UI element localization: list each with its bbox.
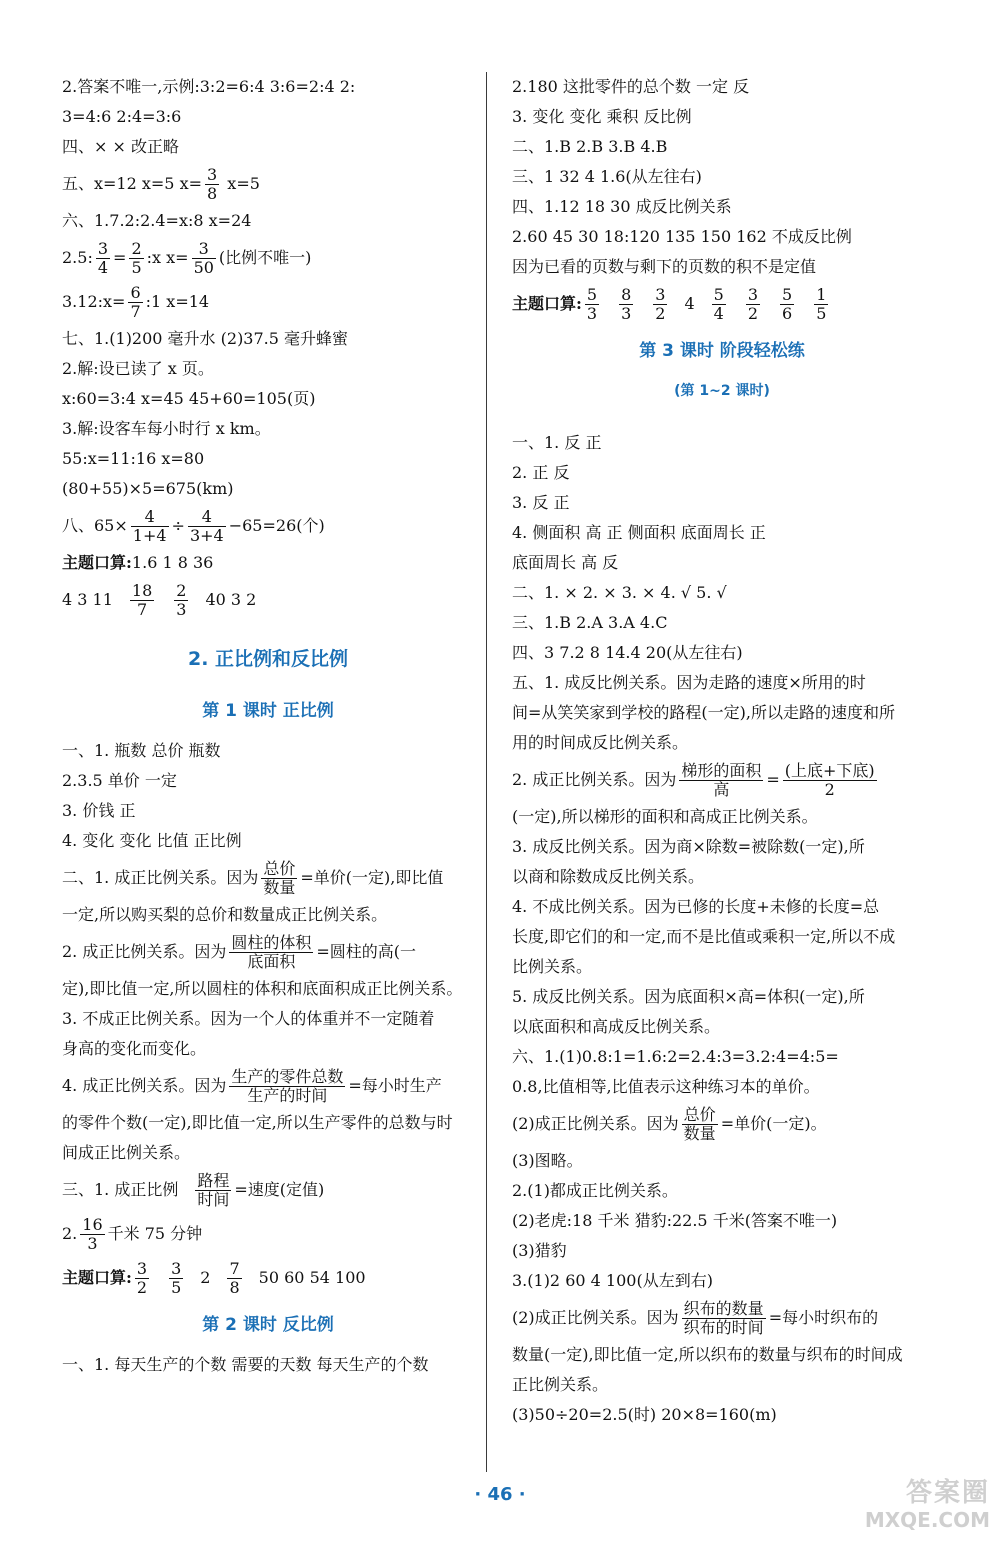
answer-line: 五、1. 成反比例关系。因为走路的速度×所用的时 [512, 673, 866, 692]
answer-line: (一定),所以梯形的面积和高成正比例关系。 [512, 807, 818, 826]
answer-line: 二、1. 成正比例关系。因为 $\frac{\text{总价}}{\text{数量}}$ =单价(一定),即比值 [62, 859, 444, 897]
fraction: $\frac{5}{4}$ [713, 285, 724, 323]
answer-line: 的零件个数(一定),即比值一定,所以生产零件的总数与时 [62, 1113, 453, 1132]
watermark-url: MXQE.COM [864, 1508, 990, 1532]
fraction: $\frac{16}{3}$ [82, 1215, 103, 1253]
answer-line: 2.解:设已读了 x 页。 [62, 359, 214, 378]
answer-line: 2.答案不唯一,示例:3:2=6:4 3:6=2:4 2: [62, 77, 356, 96]
mental-math-line: 主题口算:1.6 1 8 36 [62, 553, 214, 572]
mental-math-label: 主题口算: [62, 1268, 132, 1287]
fraction: $\frac{\text{梯形的面积}}{\text{高}}$ [681, 761, 762, 799]
right-column [512, 72, 932, 1430]
answer-line: 六、1.(1)0.8:1=1.6:2=2.4:3=3.2:4=4:5= [512, 1047, 839, 1066]
answer-line: (80+55)×5=675(km) [62, 479, 234, 498]
fraction: $\frac{\text{路程}}{\text{时间}}$ [197, 1171, 230, 1209]
answer-line: 长度,即它们的和一定,而不是比值或乘积一定,所以不成 [512, 927, 896, 946]
fraction: $\frac{18}{7}$ [131, 581, 153, 619]
fraction: $\frac{3}{8}$ [207, 165, 218, 203]
watermark [800, 1478, 990, 1536]
fraction: $\frac{8}{3}$ [621, 285, 632, 323]
answer-line: 2.3.5 单价 一定 [62, 771, 177, 790]
answer-line: 用的时间成反比例关系。 [512, 733, 689, 752]
answer-line: x:60=3:4 x=45 45+60=105(页) [62, 389, 316, 408]
answer-line: 4. 成正比例关系。因为 $\frac{\text{生产的零件总数}}{\text{生产的时间}}$ =每小时生产 [62, 1067, 442, 1105]
answer-line: 三、1 32 4 1.6(从左往右) [512, 167, 702, 186]
answer-line: 5. 成反比例关系。因为底面积×高=体积(一定),所 [512, 987, 865, 1006]
answer-line: 3. 反 正 [512, 493, 570, 512]
answer-line: 五、x=12 x=5 x= $\frac{3}{8}$ x=5 [62, 165, 260, 203]
lesson-title: 第 1 课时 正比例 [202, 701, 334, 721]
answer-line: 一、1. 反 正 [512, 433, 602, 452]
fraction: $\frac{3}{2}$ [747, 285, 759, 323]
fraction: $\frac{6}{7}$ [130, 283, 141, 321]
answer-line: 2. 正 反 [512, 463, 570, 482]
answer-line: 定),即比值一定,所以圆柱的体积和底面积成正比例关系。 [62, 979, 463, 998]
answer-line: 4. 变化 变化 比值 正比例 [62, 831, 242, 850]
answer-line: 4. 不成比例关系。因为已修的长度+未修的长度=总 [512, 897, 880, 916]
answer-line: 因为已看的页数与剩下的页数的积不是定值 [512, 257, 817, 276]
answer-line: 2. 成正比例关系。因为 $\frac{\text{梯形的面积}}{\text{高}}$ = $\frac{\text{(上底+下底)}}{2}$ [512, 761, 875, 799]
answer-line: (3)图略。 [512, 1151, 583, 1170]
answer-line: 3. 变化 变化 乘积 反比例 [512, 107, 692, 126]
answer-line: (3)猎豹 [512, 1241, 567, 1260]
fraction: $\frac{\text{圆柱的体积}}{\text{底面积}}$ [231, 933, 312, 971]
answer-line: 一、1. 每天生产的个数 需要的天数 每天生产的个数 [62, 1355, 429, 1374]
fraction: $\frac{4}{3+4}$ [189, 507, 224, 545]
fraction: $\frac{3}{2}$ [655, 285, 666, 323]
answer-line: 0.8,比值相等,比值表示这种练习本的单价。 [512, 1077, 820, 1096]
answer-line: 3=4:6 2:4=3:6 [62, 107, 182, 126]
fraction: $\frac{4}{1+4}$ [132, 507, 167, 545]
fraction: $\frac{3}{4}$ [97, 239, 109, 277]
fraction: $\frac{3}{2}$ [136, 1259, 148, 1297]
watermark-text: 答案圈 [905, 1478, 990, 1508]
answer-line: 2. 成正比例关系。因为 $\frac{\text{圆柱的体积}}{\text{底面积}}$ =圆柱的高(一 [62, 933, 417, 971]
mental-math-label: 主题口算: [512, 294, 582, 313]
fraction: $\frac{5}{3}$ [586, 285, 598, 323]
answer-line: 一定,所以购买梨的总价和数量成正比例关系。 [62, 905, 388, 924]
answer-line: 3.解:设客车每小时行 x km。 [62, 419, 271, 438]
left-column [62, 72, 474, 1380]
answer-line: 以商和除数成反比例关系。 [512, 867, 705, 886]
answer-line: 2.5: $\frac{3}{4}$ = $\frac{2}{5}$ :x x= $\frac{3}{50}$ (比例不唯一) [62, 239, 312, 277]
answer-line: 身高的变化而变化。 [62, 1039, 207, 1058]
answer-line: 数量(一定),即比值一定,所以织布的数量与织布的时间成 [512, 1345, 903, 1364]
answer-line: 间=从笑笑家到学校的路程(一定),所以走路的速度和所 [512, 703, 895, 722]
fraction: $\frac{\text{总价}}{\text{数量}}$ [263, 859, 296, 897]
fraction: $\frac{3}{5}$ [171, 1259, 182, 1297]
fraction: $\frac{2}{3}$ [176, 581, 187, 619]
answer-line: 比例关系。 [512, 957, 593, 976]
fraction: $\frac{\text{织布的数量}}{\text{织布的时间}}$ [683, 1299, 764, 1337]
answer-line: 四、× × 改正略 [62, 137, 179, 156]
answer-line: 二、1.B 2.B 3.B 4.B [512, 137, 668, 156]
mental-math-label: 主题口算: [62, 553, 132, 572]
answer-line: 底面周长 高 反 [512, 553, 619, 572]
answer-line: 三、1.B 2.A 3.A 4.C [512, 613, 668, 632]
page-number: · 46 · [474, 1484, 526, 1505]
section-title: 2. 正比例和反比例 [187, 648, 349, 670]
answer-line: (2)成正比例关系。因为 $\frac{\text{总价}}{\text{数量}}$ =单价(一定)。 [512, 1105, 827, 1143]
column-divider [486, 72, 487, 1472]
answer-line: 55:x=11:16 x=80 [62, 449, 205, 468]
answer-line: (2)老虎:18 千米 猎豹:22.5 千米(答案不唯一) [512, 1211, 838, 1230]
fraction: $\frac{3}{50}$ [193, 239, 214, 277]
fraction: $\frac{\text{总价}}{\text{数量}}$ [683, 1105, 716, 1143]
lesson-title: 第 3 课时 阶段轻松练 [639, 341, 805, 361]
fraction: $\frac{\text{生产的零件总数}}{\text{生产的时间}}$ [231, 1067, 344, 1105]
answer-line: 2.(1)都成正比例关系。 [512, 1181, 678, 1200]
answer-line: 2.60 45 30 18:120 135 150 162 不成反比例 [512, 227, 852, 246]
answer-line: 六、1.7.2:2.4=x:8 x=24 [62, 211, 252, 230]
answer-line: 一、1. 瓶数 总价 瓶数 [62, 741, 221, 760]
answer-line: 4 3 11 $\frac{18}{7}$ $\frac{2}{3}$ 40 3 2 [62, 581, 257, 619]
answer-line: (2)成正比例关系。因为 $\frac{\text{织布的数量}}{\text{织布的时间}}$ =每小时织布的 [512, 1299, 879, 1337]
answer-line: 三、1. 成正比例 $\frac{\text{路程}}{\text{时间}}$ =速度(定值) [62, 1171, 325, 1209]
lesson-subtitle: (第 1~2 课时) [674, 383, 770, 399]
fraction: $\frac{2}{5}$ [131, 239, 142, 277]
answer-line: 4. 侧面积 高 正 侧面积 底面周长 正 [512, 523, 766, 542]
answer-line: 四、1.12 18 30 成反比例关系 [512, 197, 732, 216]
fraction: $\frac{\text{(上底+下底)}}{2}$ [784, 761, 875, 799]
answer-line: 四、3 7.2 8 14.4 20(从左往右) [512, 643, 743, 662]
mental-math-line: 主题口算: $\frac{3}{2}$ $\frac{3}{5}$ 2 $\frac{7}{8}$ 50 60 54 100 [62, 1259, 366, 1297]
answer-line: 以底面积和高成反比例关系。 [512, 1017, 721, 1036]
lesson-title: 第 2 课时 反比例 [202, 1315, 334, 1335]
answer-line: 2.180 这批零件的总个数 一定 反 [512, 77, 750, 96]
answer-line: 正比例关系。 [512, 1375, 609, 1394]
fraction: $\frac{7}{8}$ [229, 1259, 240, 1297]
fraction: $\frac{5}{6}$ [782, 285, 793, 323]
answer-line: 间成正比例关系。 [62, 1143, 191, 1162]
answer-line: 二、1. × 2. × 3. × 4. √ 5. √ [512, 583, 727, 602]
answer-line: 2. $\frac{16}{3}$ 千米 75 分钟 [62, 1215, 203, 1253]
mental-math-line: 主题口算: $\frac{5}{3}$ $\frac{8}{3}$ $\frac{3}{2}$ 4 $\frac{5}{4}$ $\frac{3}{2}$ $\frac{5}{6}$ $\frac{1}{5}$ [512, 285, 827, 323]
answer-line: 3. 成反比例关系。因为商×除数=被除数(一定),所 [512, 837, 865, 856]
fraction: $\frac{1}{5}$ [816, 285, 827, 323]
answer-line: 3.12:x= $\frac{6}{7}$ :1 x=14 [62, 283, 210, 321]
answer-line: 3. 价钱 正 [62, 801, 136, 820]
answer-line: 七、1.(1)200 毫升水 (2)37.5 毫升蜂蜜 [62, 329, 349, 348]
answer-line: 八、65× $\frac{4}{1+4}$ ÷ $\frac{4}{3+4}$ −65=26(个) [62, 507, 325, 545]
answer-line: (3)50÷20=2.5(时) 20×8=160(m) [512, 1405, 777, 1424]
answer-line: 3.(1)2 60 4 100(从左到右) [512, 1271, 713, 1290]
answer-line: 3. 不成正比例关系。因为一个人的体重并不一定随着 [62, 1009, 435, 1028]
